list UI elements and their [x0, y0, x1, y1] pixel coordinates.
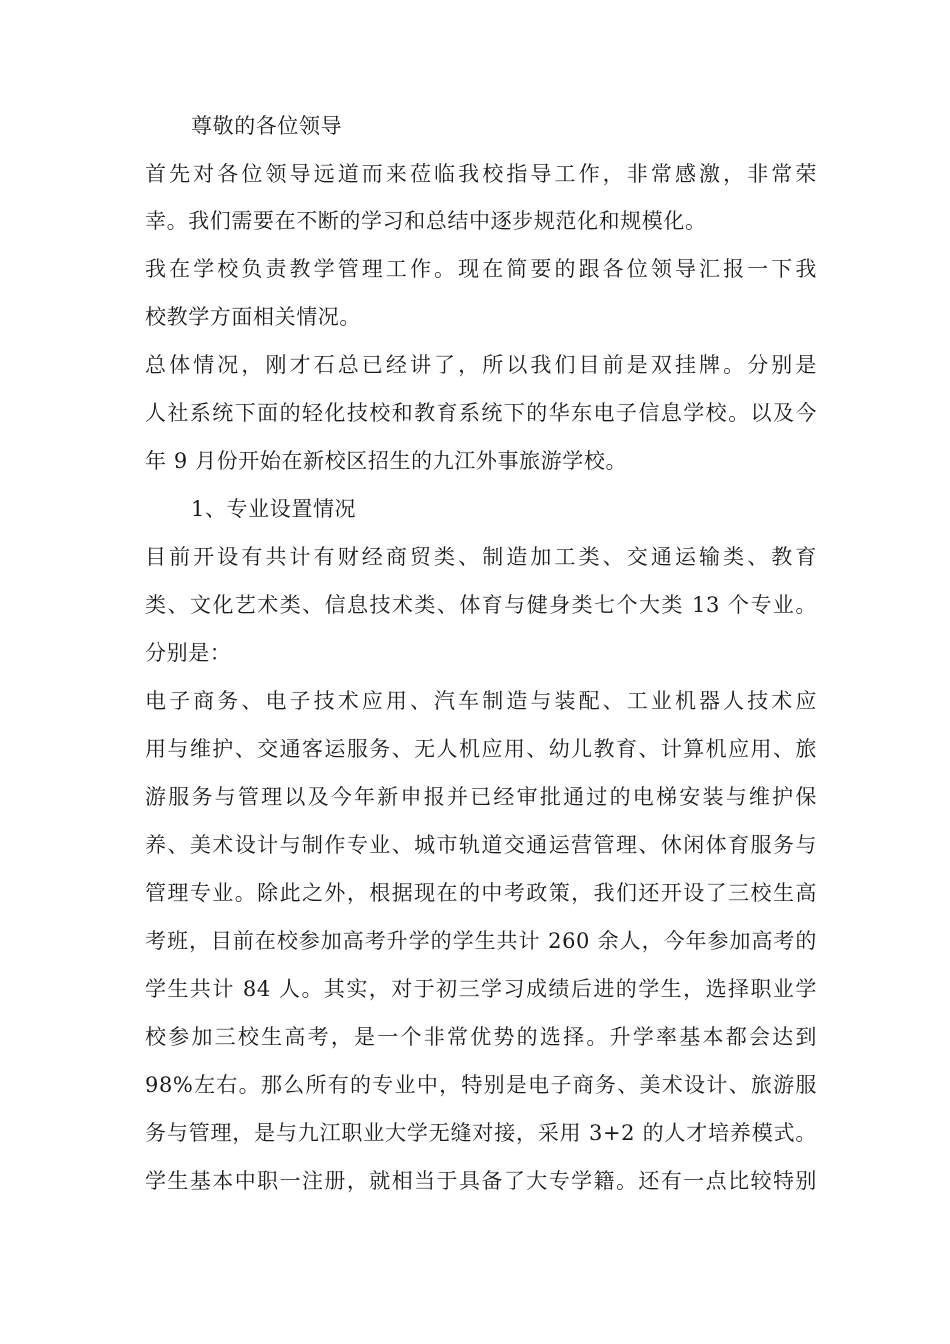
para2-line1: 我在学校负责教学管理工作。现在简要的跟各位领导汇报一下我 [145, 257, 817, 281]
para5-line5: 管理专业。除此之外，根据现在的中考政策，我们还开设了三校生高 [145, 881, 817, 905]
para1-line1: 首先对各位领导远道而来莅临我校指导工作，非常感激，非常荣 [145, 162, 817, 186]
para5-line7: 学生共计 84 人。其实，对于初三学习成绩后进的学生，选择职业学 [145, 977, 817, 1001]
para3-line1: 总体情况，刚才石总已经讲了，所以我们目前是双挂牌。分别是 [145, 353, 817, 377]
para5-line6: 考班，目前在校参加高考升学的学生共计 260 余人，今年参加高考的 [145, 929, 817, 953]
para5-line4: 养、美术设计与制作专业、城市轨道交通运营管理、休闲体育服务与 [145, 833, 817, 857]
para3-line2: 人社系统下面的轻化技校和教育系统下的华东电子信息学校。以及今 [145, 401, 817, 425]
para5-line10: 务与管理，是与九江职业大学无缝对接，采用 3+2 的人才培养模式。 [145, 1121, 817, 1145]
para5-line2: 用与维护、交通客运服务、无人机应用、幼儿教育、计算机应用、旅 [145, 737, 817, 761]
para1-line2: 幸。我们需要在不断的学习和总结中逐步规范化和规模化。 [145, 209, 707, 233]
para5-line3: 游服务与管理以及今年新申报并已经审批通过的电梯安装与维护保 [145, 785, 817, 809]
para5-line1: 电子商务、电子技术应用、汽车制造与装配、工业机器人技术应 [145, 689, 817, 713]
para4-line3: 分别是： [145, 641, 232, 665]
para4-line1: 目前开设有共计有财经商贸类、制造加工类、交通运输类、教育 [145, 545, 817, 569]
para2-line2: 校教学方面相关情况。 [145, 305, 361, 329]
para5-line11: 学生基本中职一注册，就相当于具备了大专学籍。还有一点比较特别 [145, 1169, 817, 1193]
para4-line2: 类、文化艺术类、信息技术类、体育与健身类七个大类 13 个专业。 [145, 593, 817, 617]
para5-line9: 98%左右。那么所有的专业中，特别是电子商务、美术设计、旅游服 [145, 1073, 817, 1097]
greeting: 尊敬的各位领导 [191, 114, 343, 138]
section1-heading: 1、专业设置情况 [191, 497, 357, 521]
para5-line8: 校参加三校生高考，是一个非常优势的选择。升学率基本都会达到 [145, 1025, 817, 1049]
para3-line3: 年 9 月份开始在新校区招生的九江外事旅游学校。 [145, 449, 628, 473]
